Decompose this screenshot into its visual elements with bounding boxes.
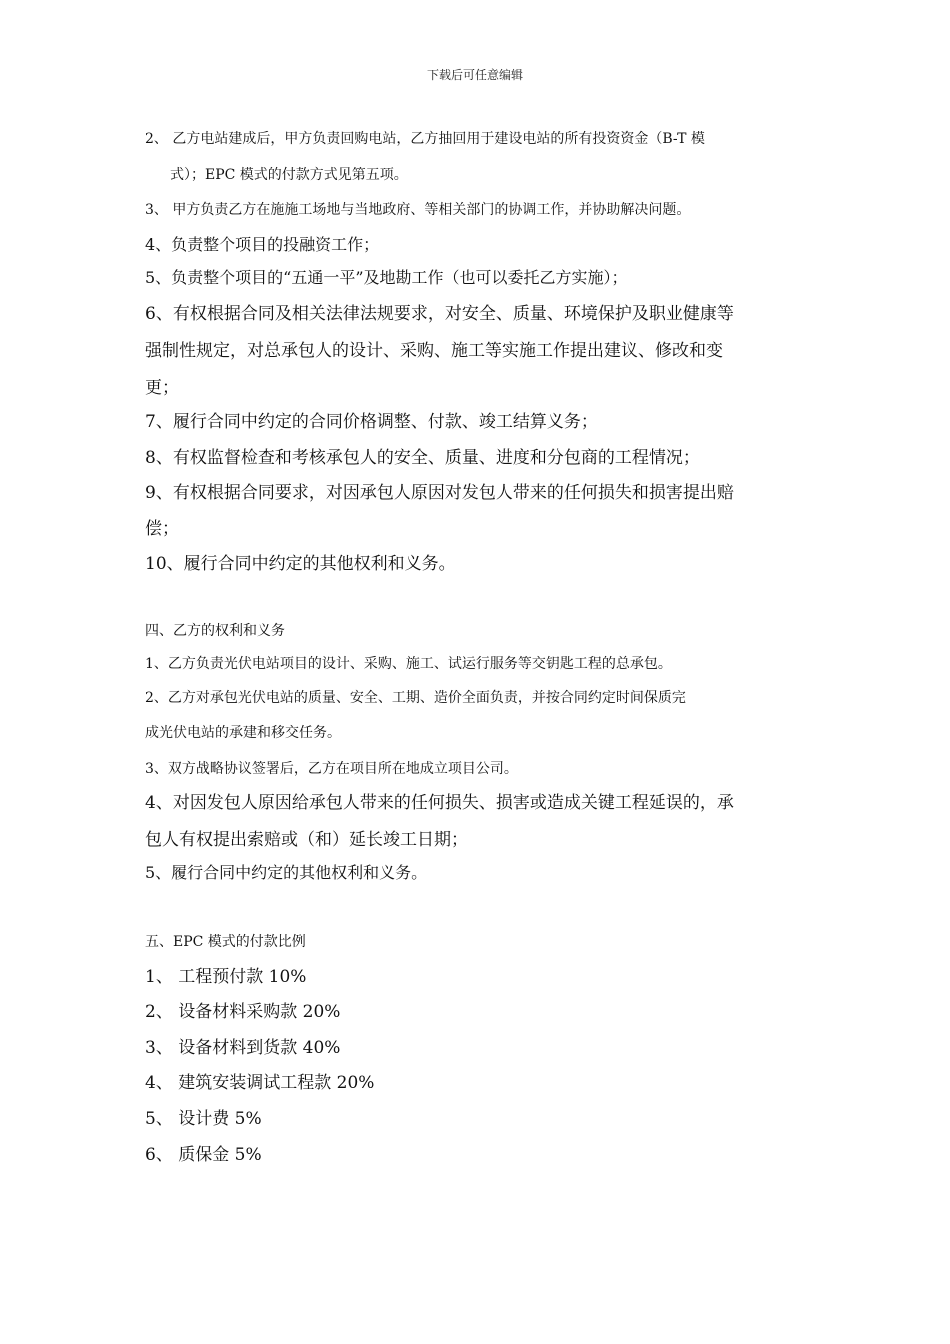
page-header: 下载后可任意编辑 [426, 68, 523, 82]
paragraph-line: 7、履行合同中约定的合同价格调整、付款、竣工结算义务； [145, 412, 598, 432]
paragraph-line: 2、乙方对承包光伏电站的质量、安全、工期、造价全面负责，并按合同约定时间保质完 [145, 690, 686, 706]
paragraph-line: 3、双方战略协议签署后，乙方在项目所在地成立项目公司。 [145, 761, 518, 777]
payment-item: 3、 设备材料到货款 40% [145, 1038, 341, 1058]
paragraph-line: 更； [145, 378, 179, 398]
paragraph-line: 2、 乙方电站建成后，甲方负责回购电站，乙方抽回用于建设电站的所有投资资金（B-T 模 [145, 131, 705, 147]
payment-item: 2、 设备材料采购款 20% [145, 1002, 341, 1022]
payment-item: 1、 工程预付款 10% [145, 967, 307, 987]
paragraph-line: 3、 甲方负责乙方在施施工场地与当地政府、等相关部门的协调工作，并协助解决问题。 [145, 202, 691, 218]
paragraph-line: 偿； [145, 519, 179, 539]
paragraph-line: 5、履行合同中约定的其他权利和义务。 [145, 863, 428, 882]
paragraph-line: 10、履行合同中约定的其他权利和义务。 [145, 554, 456, 574]
section-title: 四、乙方的权利和义务 [145, 623, 285, 639]
payment-item: 4、 建筑安装调试工程款 20% [145, 1073, 375, 1093]
section-title: 五、EPC 模式的付款比例 [145, 934, 306, 950]
paragraph-line: 9、有权根据合同要求，对因承包人原因对发包人带来的任何损失和损害提出赔 [145, 483, 734, 503]
payment-item: 5、 设计费 5% [145, 1109, 262, 1129]
paragraph-line: 4、对因发包人原因给承包人带来的任何损失、损害或造成关键工程延误的，承 [145, 793, 734, 813]
paragraph-line: 包人有权提出索赔或（和）延长竣工日期； [145, 830, 468, 850]
payment-item: 6、 质保金 5% [145, 1145, 262, 1165]
paragraph-line: 1、乙方负责光伏电站项目的设计、采购、施工、试运行服务等交钥匙工程的总承包。 [145, 656, 672, 672]
paragraph-line: 4、负责整个项目的投融资工作； [145, 235, 380, 254]
paragraph-line: 8、有权监督检查和考核承包人的安全、质量、进度和分包商的工程情况； [145, 448, 700, 468]
paragraph-line: 强制性规定，对总承包人的设计、采购、施工等实施工作提出建议、修改和变 [145, 341, 723, 361]
paragraph-line: 式）；EPC 模式的付款方式见第五项。 [170, 167, 408, 183]
paragraph-line: 成光伏电站的承建和移交任务。 [145, 725, 341, 741]
paragraph-line: 6、有权根据合同及相关法律法规要求，对安全、质量、环境保护及职业健康等 [145, 304, 734, 324]
paragraph-line: 5、负责整个项目的“五通一平”及地勘工作（也可以委托乙方实施）； [145, 268, 628, 287]
